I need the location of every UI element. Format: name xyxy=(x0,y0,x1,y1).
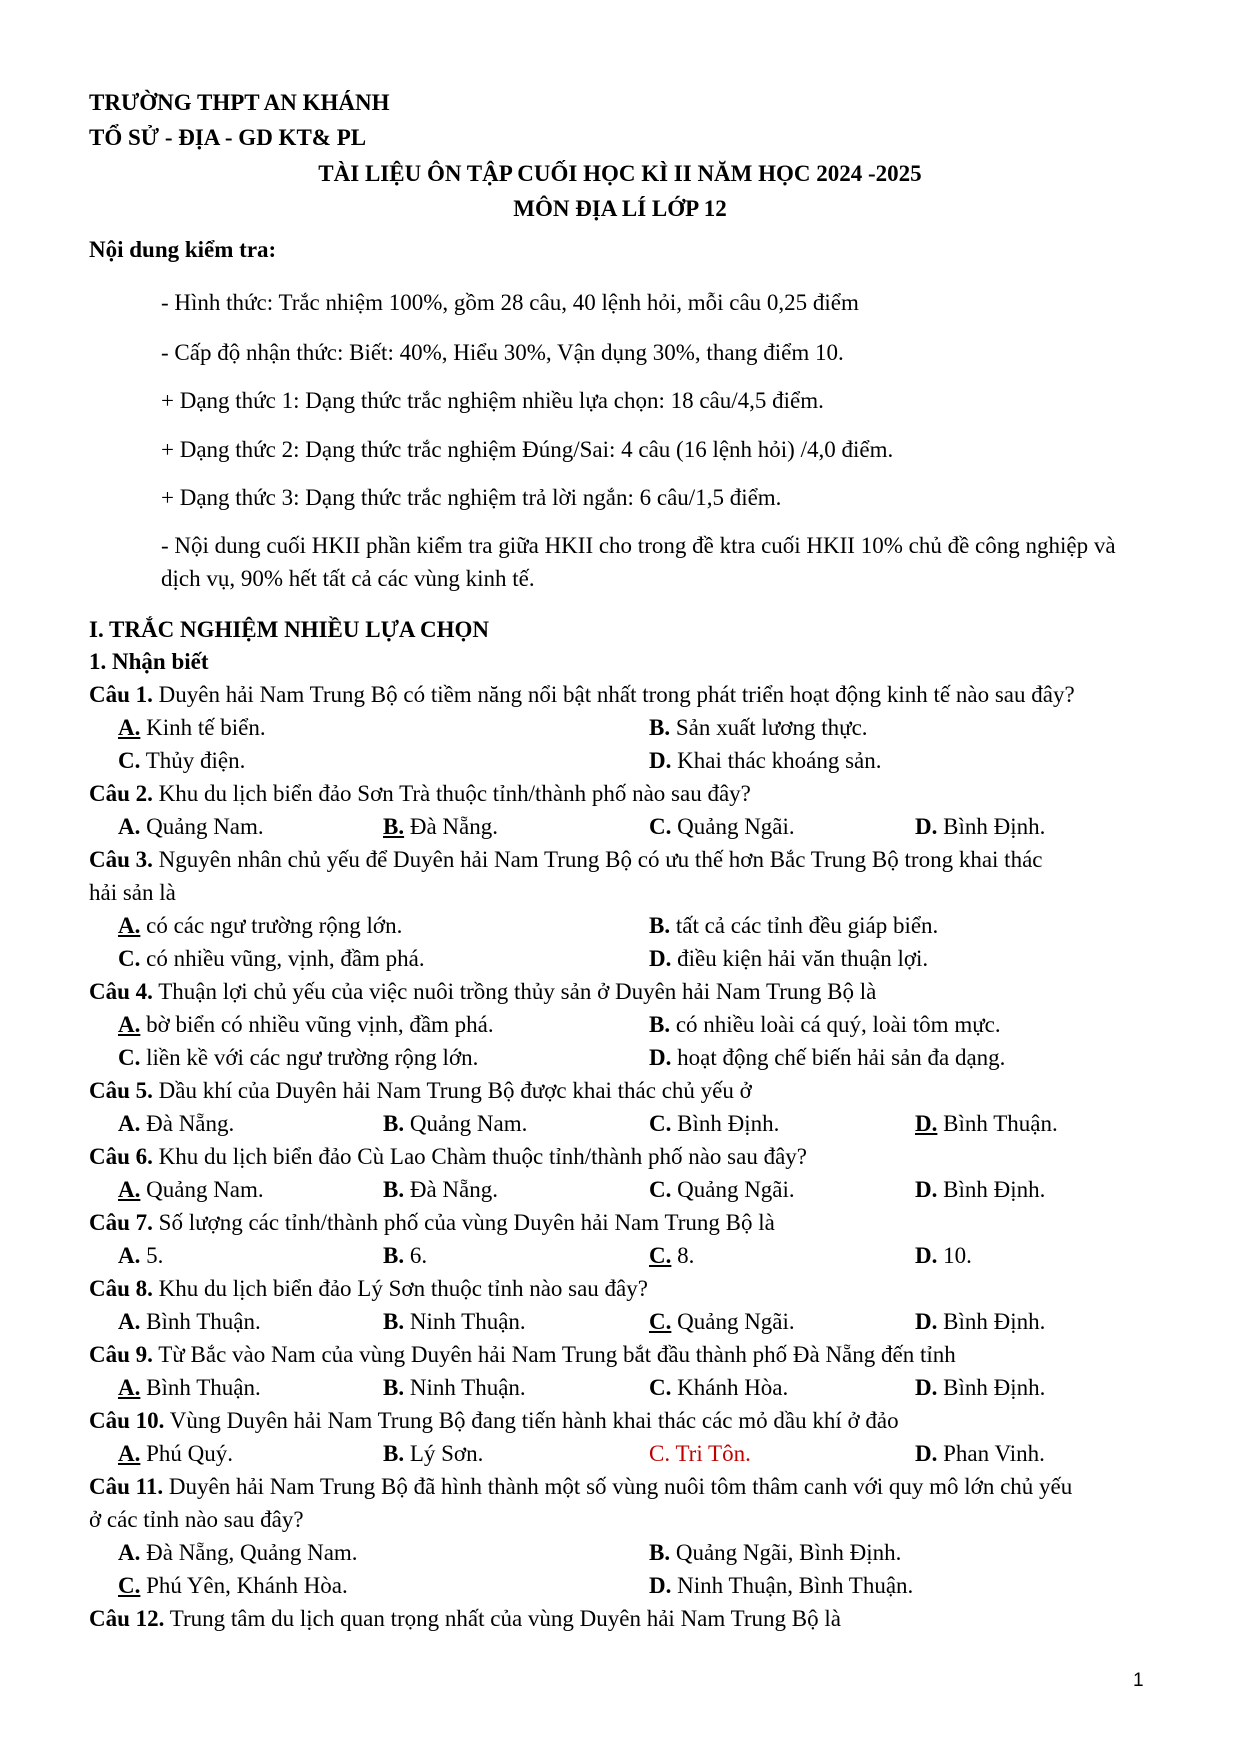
subject-title: MÔN ĐỊA LÍ LỚP 12 xyxy=(513,196,727,221)
option-a: A. Bình Thuận. xyxy=(118,1375,261,1400)
question-text: Duyên hải Nam Trung Bộ có tiềm năng nổi bật nhất trong phát triển hoạt động kinh tế nào sau đây? xyxy=(158,682,1075,707)
section-title: I. TRẮC NGHIỆM NHIỀU LỰA CHỌN xyxy=(89,617,489,642)
question-12: Câu 12. Trung tâm du lịch quan trọng nhất của vùng Duyên hải Nam Trung Bộ là xyxy=(89,1606,841,1631)
option-c: C. Thủy điện. xyxy=(118,748,246,773)
option-b: B. Đà Nẵng. xyxy=(383,814,498,839)
question-4: Câu 4. Thuận lợi chủ yếu của việc nuôi trồng thủy sản ở Duyên hải Nam Trung Bộ là xyxy=(89,979,877,1004)
option-c: C. Bình Định. xyxy=(649,1111,780,1136)
option-c: C. Tri Tôn. xyxy=(649,1441,751,1466)
option-a: A. Phú Quý. xyxy=(118,1441,234,1466)
option-d: D. Phan Vinh. xyxy=(915,1441,1045,1466)
option-d: D. Bình Định. xyxy=(915,1309,1046,1334)
option-b: B. có nhiều loài cá quý, loài tôm mực. xyxy=(649,1012,1001,1037)
option-d: D. Bình Định. xyxy=(915,1177,1046,1202)
option-c: C. Quảng Ngãi. xyxy=(649,1309,795,1334)
option-d: D. điều kiện hải văn thuận lợi. xyxy=(649,946,929,971)
content-item: - Hình thức: Trắc nhiệm 100%, gồm 28 câu, 40 lệnh hỏi, mỗi câu 0,25 điểm xyxy=(161,290,859,315)
option-b: B. Ninh Thuận. xyxy=(383,1309,526,1334)
option-c: C. Quảng Ngãi. xyxy=(649,1177,795,1202)
document-title: TÀI LIỆU ÔN TẬP CUỐI HỌC KÌ II NĂM HỌC 2024 -2025 xyxy=(318,161,922,186)
option-d: D. 10. xyxy=(915,1243,972,1268)
question-11: Câu 11. Duyên hải Nam Trung Bộ đã hình thành một số vùng nuôi tôm thâm canh với quy mô lớn chủ yếu xyxy=(89,1474,1073,1499)
option-d: D. hoạt động chế biến hải sản đa dạng. xyxy=(649,1045,1006,1070)
content-item: - Nội dung cuối HKII phần kiểm tra giữa HKII cho trong đề ktra cuối HKII 10% chủ đề công nghiệp và dịch vụ, 90% hết tất cả các vùng kinh tế. xyxy=(161,533,1116,591)
question-2: Câu 2. Khu du lịch biển đảo Sơn Trà thuộc tỉnh/thành phố nào sau đây? xyxy=(89,781,751,806)
option-d: D. Bình Thuận. xyxy=(915,1111,1058,1136)
option-d: D. Khai thác khoáng sản. xyxy=(649,748,882,773)
option-b: B. 6. xyxy=(383,1243,428,1268)
option-c: C. liền kề với các ngư trường rộng lớn. xyxy=(118,1045,479,1070)
option-b: B. Quảng Nam. xyxy=(383,1111,528,1136)
option-a: A. 5. xyxy=(118,1243,164,1268)
option-c: C. 8. xyxy=(649,1243,695,1268)
option-a: A. bờ biển có nhiều vũng vịnh, đầm phá. xyxy=(118,1012,494,1037)
question-1 xyxy=(89,680,1240,710)
option-a: A. Quảng Nam. xyxy=(118,1177,264,1202)
option-c: C. Quảng Ngãi. xyxy=(649,814,795,839)
department-name: TỔ SỬ - ĐỊA - GD KT& PL xyxy=(89,125,367,150)
content-item: + Dạng thức 1: Dạng thức trắc nghiệm nhiều lựa chọn: 18 câu/4,5 điểm. xyxy=(161,388,824,413)
option-b: B. Sản xuất lương thực. xyxy=(649,715,868,740)
question-3: Câu 3. Nguyên nhân chủ yếu để Duyên hải Nam Trung Bộ có ưu thế hơn Bắc Trung Bộ trong khai thác xyxy=(89,847,1043,872)
question-label: Câu 1. xyxy=(89,682,153,707)
content-item: - Cấp độ nhận thức: Biết: 40%, Hiểu 30%, Vận dụng 30%, thang điểm 10. xyxy=(161,340,844,365)
option-b: B. Đà Nẵng. xyxy=(383,1177,498,1202)
option-a: A. Quảng Nam. xyxy=(118,814,264,839)
option-d: D. Ninh Thuận, Bình Thuận. xyxy=(649,1573,914,1598)
question-5: Câu 5. Dầu khí của Duyên hải Nam Trung Bộ được khai thác chủ yếu ở xyxy=(89,1078,752,1103)
option-c: C. Khánh Hòa. xyxy=(649,1375,789,1400)
school-name: TRƯỜNG THPT AN KHÁNH xyxy=(89,90,390,115)
option-b: B. Lý Sơn. xyxy=(383,1441,484,1466)
option-c: C. có nhiều vũng, vịnh, đầm phá. xyxy=(118,946,425,971)
page-number: 1 xyxy=(1133,1670,1144,1691)
option-b: B. tất cả các tỉnh đều giáp biển. xyxy=(649,913,939,938)
content-heading: Nội dung kiểm tra: xyxy=(89,237,277,262)
option-b: B. Quảng Ngãi, Bình Định. xyxy=(649,1540,902,1565)
option-a: A. Bình Thuận. xyxy=(118,1309,261,1334)
content-item: + Dạng thức 3: Dạng thức trắc nghiệm trả lời ngắn: 6 câu/1,5 điểm. xyxy=(161,485,782,510)
question-8: Câu 8. Khu du lịch biển đảo Lý Sơn thuộc tỉnh nào sau đây? xyxy=(89,1276,648,1301)
question-6: Câu 6. Khu du lịch biển đảo Cù Lao Chàm thuộc tỉnh/thành phố nào sau đây? xyxy=(89,1144,808,1169)
option-a: A. có các ngư trường rộng lớn. xyxy=(118,913,403,938)
question-11-cont: ở các tỉnh nào sau đây? xyxy=(89,1507,304,1532)
section-subtitle: 1. Nhận biết xyxy=(89,649,209,674)
content-item: + Dạng thức 2: Dạng thức trắc nghiệm Đúng/Sai: 4 câu (16 lệnh hỏi) /4,0 điểm. xyxy=(161,437,894,462)
option-a: A. Kinh tế biển. xyxy=(118,715,266,740)
question-3-cont: hải sản là xyxy=(89,880,176,905)
option-a: A. Đà Nẵng. xyxy=(118,1111,235,1136)
option-c: C. Phú Yên, Khánh Hòa. xyxy=(118,1573,348,1598)
option-b: B. Ninh Thuận. xyxy=(383,1375,526,1400)
question-9: Câu 9. Từ Bắc vào Nam của vùng Duyên hải Nam Trung bắt đầu thành phố Đà Nẵng đến tỉnh xyxy=(89,1342,956,1367)
option-d: D. Bình Định. xyxy=(915,814,1046,839)
option-d: D. Bình Định. xyxy=(915,1375,1046,1400)
question-10: Câu 10. Vùng Duyên hải Nam Trung Bộ đang tiến hành khai thác các mỏ dầu khí ở đảo xyxy=(89,1408,899,1433)
option-a: A. Đà Nẵng, Quảng Nam. xyxy=(118,1540,358,1565)
question-7: Câu 7. Số lượng các tỉnh/thành phố của vùng Duyên hải Nam Trung Bộ là xyxy=(89,1210,775,1235)
